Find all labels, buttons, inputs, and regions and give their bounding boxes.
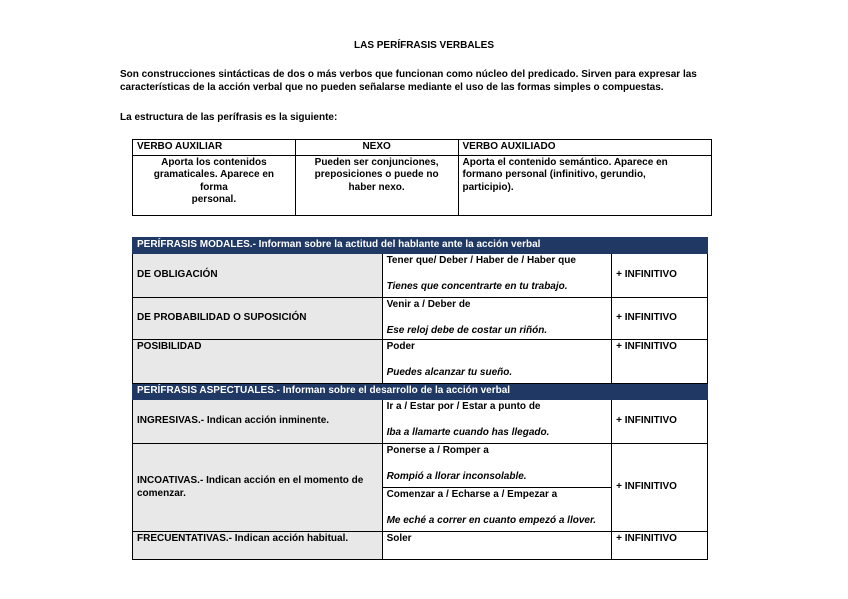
- table-row: [133, 340, 708, 384]
- forms-text: Ir a / Estar por / Estar a punto de: [386, 401, 541, 412]
- structure-header-row: [133, 140, 712, 156]
- row-result-incoativas: + INFINITIVO: [612, 444, 708, 532]
- example-text: Tienes que concentrarte en tu trabajo.: [386, 280, 568, 292]
- table-row: [133, 298, 708, 340]
- row-label-obligacion: DE OBLIGACIÓN: [133, 254, 383, 298]
- auxiliado-line: formano personal (infinitivo, gerundio,: [462, 169, 646, 180]
- table-row: [133, 254, 708, 298]
- auxiliar-line: gramaticales. Aparece en: [153, 169, 274, 180]
- row-result-obligacion: + INFINITIVO: [612, 254, 708, 298]
- row-forms-frecuentativas: Soler: [382, 532, 612, 560]
- auxiliado-line: participio).: [462, 181, 514, 193]
- modal-header: PERÍFRASIS MODALES.- Informan sobre la actitud del hablante ante la acción verbal: [133, 238, 708, 254]
- modal-header-row: [133, 238, 708, 254]
- header-verbo-auxiliar: VERBO AUXILIAR: [133, 140, 296, 156]
- forms-text: Venir a / Deber de: [386, 299, 471, 310]
- aspect-header-row: [133, 384, 708, 400]
- table-row: [133, 532, 708, 560]
- row-label-frecuentativas: FRECUENTATIVAS.- Indican acción habitual.: [133, 532, 383, 560]
- example-text: Rompió a llorar inconsolable.: [386, 470, 527, 482]
- table-row: [133, 400, 708, 444]
- row-forms-probabilidad: [382, 298, 612, 340]
- row-forms-incoativas-2: [382, 488, 612, 532]
- header-nexo: NEXO: [295, 140, 458, 156]
- row-label-posibilidad: POSIBILIDAD: [133, 340, 383, 384]
- row-label-incoativas: [133, 444, 383, 532]
- forms-text: Tener que/ Deber / Haber de / Haber que: [386, 255, 576, 266]
- intro-line-1: Son construcciones sintácticas de dos o más verbos que funcionan como núcleo del predicado. Sirven para expresar las: [120, 69, 697, 80]
- row-forms-obligacion: [382, 254, 612, 298]
- auxiliar-line: Aporta los contenidos: [161, 156, 267, 168]
- example-text: Iba a llamarte cuando has llegado.: [386, 426, 550, 438]
- example-text: Puedes alcanzar tu sueño.: [386, 366, 513, 378]
- cell-nexo: [295, 155, 458, 215]
- nexo-line: Pueden ser conjunciones,: [314, 156, 439, 168]
- example-text: Me eché a correr en cuanto empezó a llover.: [386, 514, 597, 526]
- incoativas-label-line: comenzar.: [137, 487, 186, 499]
- cell-auxiliar: [133, 155, 296, 215]
- row-forms-incoativas-1: [382, 444, 612, 488]
- structure-label: La estructura de las perífrasis es la siguiente:: [120, 112, 338, 123]
- aspect-header: PERÍFRASIS ASPECTUALES.- Informan sobre el desarrollo de la acción verbal: [133, 384, 708, 400]
- structure-table: [132, 139, 712, 216]
- incoativas-label-line: INCOATIVAS.- Indican acción en el momento de: [137, 475, 364, 486]
- row-result-ingresivas: + INFINITIVO: [612, 400, 708, 444]
- nexo-line: haber nexo.: [348, 181, 405, 193]
- auxiliar-line: forma: [199, 181, 228, 193]
- row-label-probabilidad: DE PROBABILIDAD O SUPOSICIÓN: [133, 298, 383, 340]
- row-result-probabilidad: + INFINITIVO: [612, 298, 708, 340]
- auxiliar-line: personal.: [191, 194, 237, 205]
- header-verbo-auxiliado: VERBO AUXILIADO: [458, 140, 712, 156]
- periphrasis-table: [132, 237, 708, 560]
- row-forms-ingresivas: [382, 400, 612, 444]
- row-result-frecuentativas: + INFINITIVO: [612, 532, 708, 560]
- cell-auxiliado: [458, 155, 712, 215]
- table-row: [133, 444, 708, 488]
- row-forms-posibilidad: [382, 340, 612, 384]
- row-label-ingresivas: INGRESIVAS.- Indican acción inminente.: [133, 400, 383, 444]
- forms-text: Comenzar a / Echarse a / Empezar a: [386, 489, 558, 500]
- structure-body-row: [133, 155, 712, 215]
- intro-line-2: características de la acción verbal que no pueden señalarse mediante el uso de las formas simples o compuestas.: [120, 82, 664, 93]
- example-text: Ese reloj debe de costar un riñón.: [386, 324, 548, 336]
- forms-text: Poder: [386, 341, 415, 352]
- intro-paragraph: [120, 68, 730, 94]
- document-title: LAS PERÍFRASIS VERBALES: [353, 40, 495, 51]
- auxiliado-line: Aporta el contenido semántico. Aparece en: [462, 156, 668, 168]
- row-result-posibilidad: + INFINITIVO: [612, 340, 708, 384]
- nexo-line: preposiciones o puede no: [314, 169, 439, 180]
- forms-text: Ponerse a / Romper a: [386, 445, 489, 456]
